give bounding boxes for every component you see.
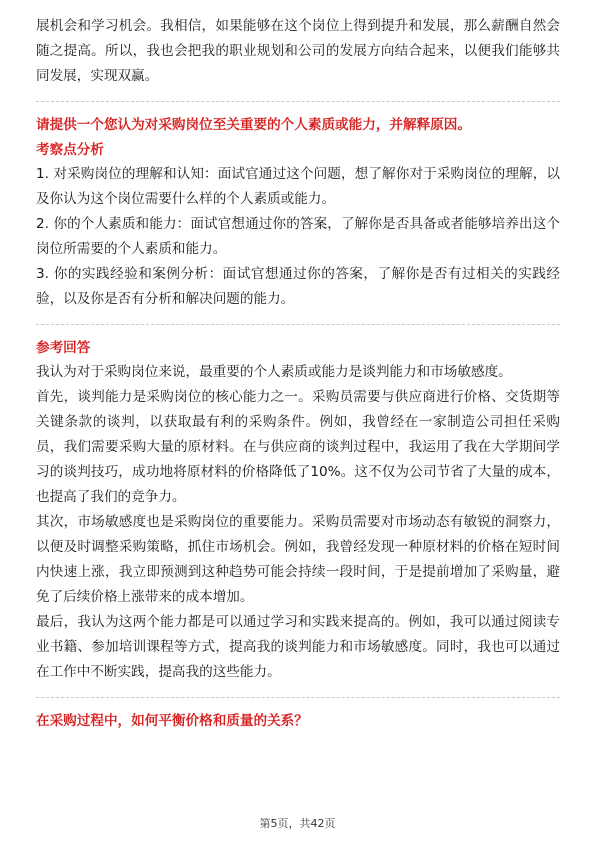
analysis-item: 3. 你的实践经验和案例分析：面试官想通过你的答案，了解你是否有过相关的实践经验，以及你是否有分析和解决问题的能力。 [36, 266, 560, 307]
question-title: 请提供一个您认为对采购岗位至关重要的个人素质或能力，并解释原因。 [36, 117, 471, 133]
section-divider [36, 324, 560, 325]
analysis-item: 1. 对采购岗位的理解和认知：面试官通过这个问题，想了解你对于采购岗位的理解，以及你认为这个岗位需要什么样的个人素质或能力。 [36, 166, 560, 207]
analysis-item: 2. 你的个人素质和能力：面试官想通过你的答案，了解你是否具备或者能够培养出这个岗位所需要的个人素质和能力。 [36, 216, 560, 257]
answer-paragraph: 我认为对于采购岗位来说，最重要的个人素质或能力是谈判能力和市场敏感度。 [36, 364, 512, 380]
page-number: 第5页，共42页 [259, 817, 336, 830]
answer-paragraph: 最后，我认为这两个能力都是可以通过学习和实践来提高的。例如，我可以通过阅读专业书籍、参加培训课程等方式，提高我的谈判能力和市场敏感度。同时，我也可以通过在工作中不断实践，提高我的这些能力。 [36, 614, 560, 680]
analysis-heading: 考察点分析 [36, 142, 104, 158]
answer-heading: 参考回答 [36, 340, 91, 356]
intro-paragraph: 展机会和学习机会。我相信，如果能够在这个岗位上得到提升和发展，那么薪酬自然会随之提高。所以，我也会把我的职业规划和公司的发展方向结合起来，以便我们能够共同发展，实现双赢。 [36, 18, 560, 84]
answer-paragraph: 首先，谈判能力是采购岗位的核心能力之一。采购员需要与供应商进行价格、交货期等关键条款的谈判，以获取最有利的采购条件。例如，我曾经在一家制造公司担任采购员，我们需要采购大量的原材料。在与供应商的谈判过程中，我运用了我在大学期间学习的谈判技巧，成功地将原材料的价格降低了10%。这不仅为公司节省了大量的成本，也提高了我们的竞争力。 [36, 389, 560, 505]
section-divider [36, 101, 560, 102]
section-divider [36, 697, 560, 698]
answer-paragraph: 其次，市场敏感度也是采购岗位的重要能力。采购员需要对市场动态有敏锐的洞察力，以便及时调整采购策略，抓住市场机会。例如，我曾经发现一种原材料的价格在短时间内快速上涨，我立即预测到这种趋势可能会持续一段时间，于是提前增加了采购量，避免了后续价格上涨带来的成本增加。 [36, 514, 560, 605]
next-question-title: 在采购过程中，如何平衡价格和质量的关系？ [36, 713, 308, 729]
page-content [36, 14, 560, 734]
